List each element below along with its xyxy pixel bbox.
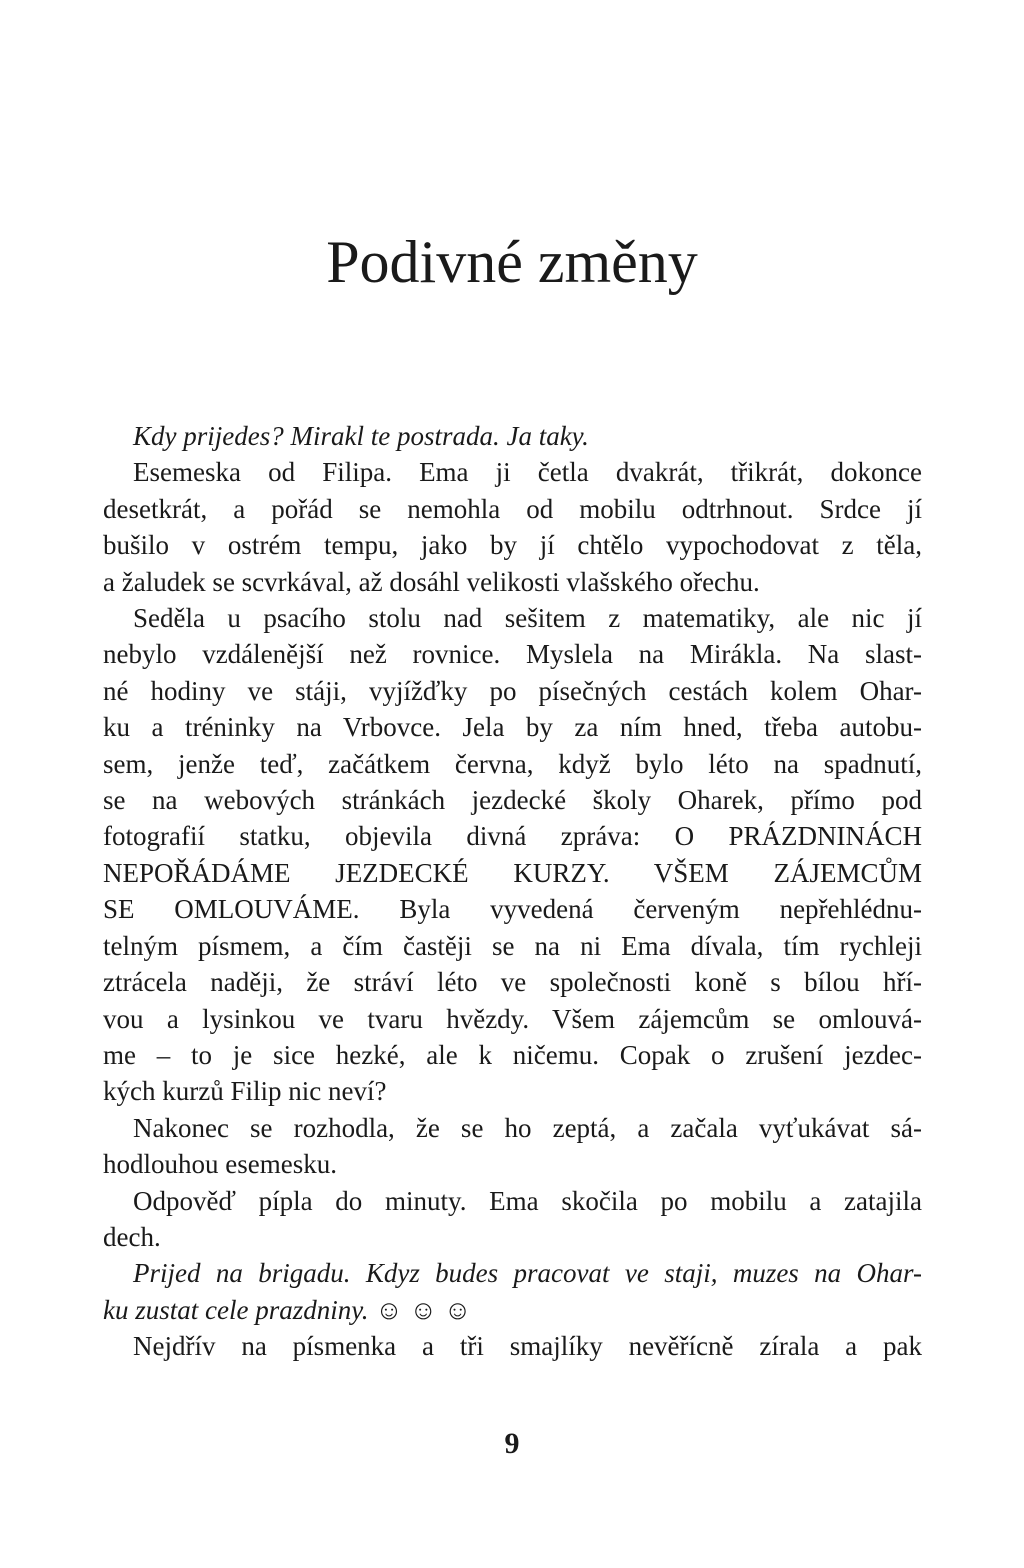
text-line: Odpověď pípla do minuty. Ema skočila po mobilu a zatajila <box>133 1185 922 1216</box>
text-line: né hodiny ve stáji, vyjížďky po písečných cestách kolem Ohar- <box>103 675 922 706</box>
text-line: sem, jenže teď, začátkem června, když bylo léto na spadnutí, <box>103 748 922 779</box>
page-number: 9 <box>504 1427 520 1460</box>
text-line: telným písmem, a čím častěji se na ni Ema dívala, tím rychleji <box>103 930 922 961</box>
text-line: Nakonec se rozhodla, že se ho zeptá, a začala vyťukávat sá- <box>133 1112 922 1143</box>
text-line: ku a tréninky na Vrbovce. Jela by za ním hned, třeba autobu- <box>103 712 922 743</box>
text-line: Kdy prijedes? Mirakl te postrada. Ja taky. <box>133 421 589 451</box>
paragraph <box>103 1328 922 1364</box>
paragraph <box>103 454 922 600</box>
paragraph <box>103 1110 922 1183</box>
text-line: kých kurzů Filip nic neví? <box>103 1076 387 1107</box>
text-line: fotografií statku, objevila divná zpráva: O PRÁZDNINÁCH <box>103 821 922 852</box>
text-line: dech. <box>103 1221 161 1252</box>
text-line: Seděla u psacího stolu nad sešitem z matematiky, ale nic jí <box>133 603 922 634</box>
paragraph <box>103 1183 922 1256</box>
text-line: desetkrát, a pořád se nemohla od mobilu odtrhnout. Srdce jí <box>103 493 922 524</box>
text-line: NEPOŘÁDÁME JEZDECKÉ KURZY. VŠEM ZÁJEMCŮM <box>103 857 922 888</box>
text-line: Prijed na brigadu. Kdyz budes pracovat ve staji, muzes na Ohar- <box>133 1258 922 1289</box>
text-line: ku zustat cele prazdniny. ☺ ☺ ☺ <box>103 1294 472 1325</box>
text-line: me – to je sice hezké, ale k ničemu. Copak o zrušení jezdec- <box>103 1039 922 1070</box>
text-line: vou a lysinkou ve tvaru hvězdy. Všem zájemcům se omlouvá- <box>103 1003 922 1034</box>
text-line: Nejdřív na písmenka a tři smajlíky nevěřícně zírala a pak <box>133 1331 922 1362</box>
text-line: nebylo vzdálenější než rovnice. Myslela na Mirákla. Na slast- <box>103 639 922 670</box>
text-line: SE OMLOUVÁME. Byla vyvedená červeným nepřehlédnu- <box>103 894 922 925</box>
chapter-body <box>103 418 922 1365</box>
paragraph <box>103 418 922 454</box>
chapter-title: Podivné změny <box>326 229 698 295</box>
text-line: se na webových stránkách jezdecké školy Oharek, přímo pod <box>103 785 922 816</box>
paragraph <box>103 1255 922 1328</box>
text-line: a žaludek se scvrkával, až dosáhl velikosti vlašského ořechu. <box>103 566 760 597</box>
paragraph <box>103 600 922 1110</box>
text-line: Esemeska od Filipa. Ema ji četla dvakrát, třikrát, dokonce <box>133 457 922 488</box>
text-line: bušilo v ostrém tempu, jako by jí chtělo vypochodovat z těla, <box>103 530 922 561</box>
text-line: ztrácela naději, že stráví léto ve společnosti koně s bílou hří- <box>103 967 922 998</box>
text-line: hodlouhou esemesku. <box>103 1149 337 1180</box>
